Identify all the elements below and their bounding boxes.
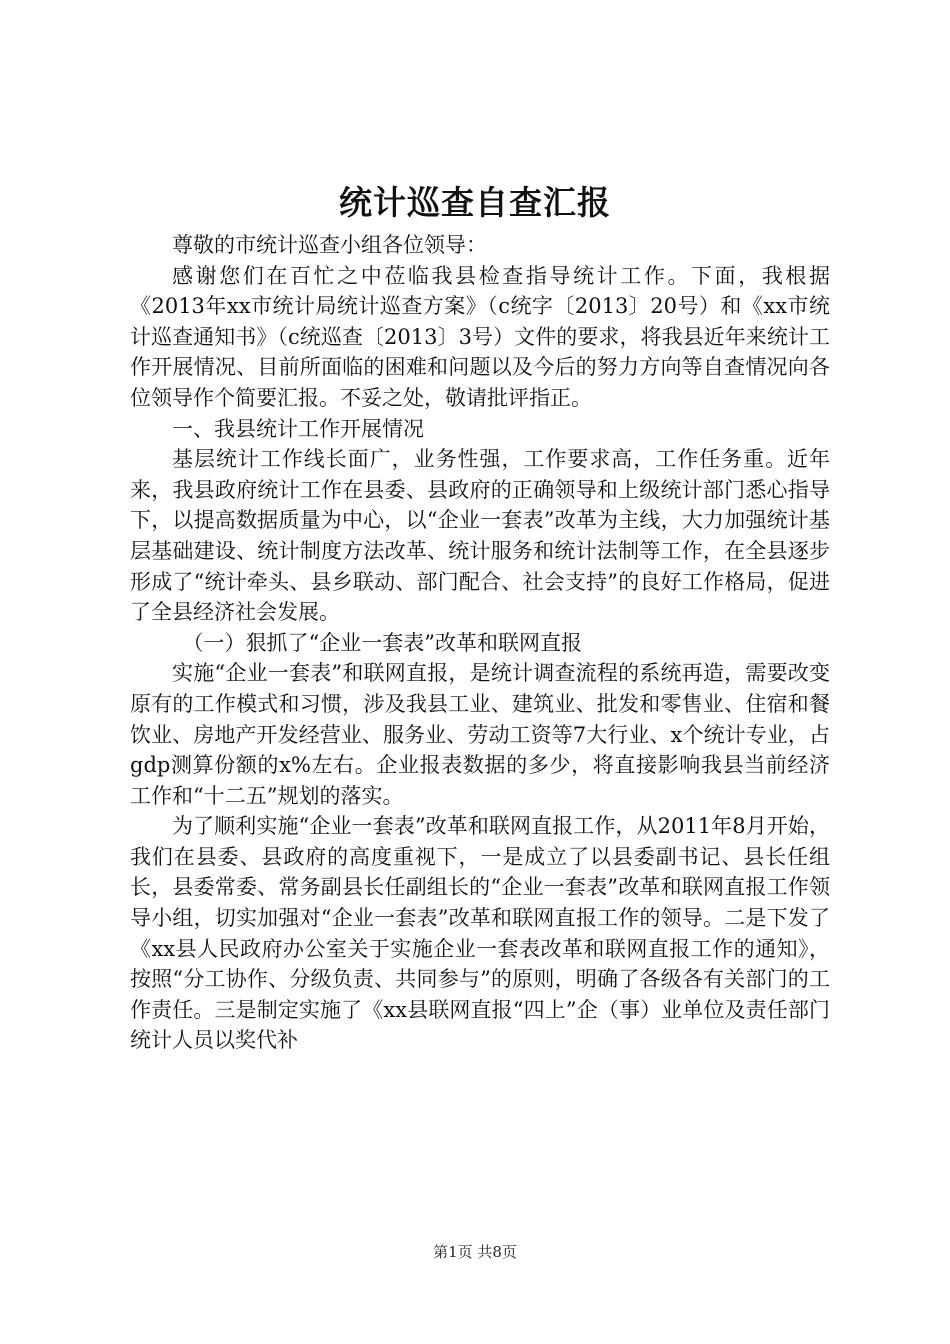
section-heading-1: 一、我县统计工作开展情况	[172, 416, 424, 441]
subsection-1-paragraph-2: 为了顺利实施“企业一套表”改革和联网直报工作，从2011年8月开始，我们在县委、县政府的高度重视下，一是成立了以县委副书记、县长任组长，县委常委、常务副县长任副组长的“企业一套表”改革和联网直报工作领导小组，切实加强对“企业一套表”改革和联网直报工作的领导。二是下发了《xx县人民政府办公室关于实施企业一套表改革和联网直报工作的通知》，按照“分工协作、分级负责、共同参与”的原则，明确了各级各有关部门的工作责任。三是制定实施了《xx县联网直报“四上”企（事）业单位及责任部门统计人员以奖代补	[130, 814, 830, 1053]
section-1-paragraph: 基层统计工作线长面广，业务性强，工作要求高，工作任务重。近年来，我县政府统计工作在县委、县政府的正确领导和上级统计部门悉心指导下，以提高数据质量为中心，以“企业一套表”改革为主线，大力加强统计基层基础建设、统计制度方法改革、统计服务和统计法制等工作，在全县逐步形成了“统计牵头、县乡联动、部门配合、社会支持”的良好工作格局，促进了全县经济社会发展。	[130, 447, 830, 625]
intro-paragraph: 感谢您们在百忙之中莅临我县检查指导统计工作。下面，我根据《2013年xx市统计局统计巡查方案》（c统字〔2013〕20号）和《xx市统计巡查通知书》（c统巡查〔2013〕3号）文件的要求，将我县近年来统计工作开展情况、目前所面临的困难和问题以及今后的努力方向等自查情况向各位领导作个简要汇报。不妥之处，敬请批评指正。	[130, 263, 830, 410]
subsection-heading-1: （一）狠抓了“企业一套表”改革和联网直报	[182, 630, 582, 655]
document-title: 统计巡查自查汇报	[339, 183, 611, 222]
page-number-footer: 第1页 共8页	[433, 1243, 517, 1261]
document-body	[130, 230, 830, 1056]
subsection-1-paragraph-1: 实施“企业一套表”和联网直报，是统计调查流程的系统再造，需要改变原有的工作模式和习惯，涉及我县工业、建筑业、批发和零售业、住宿和餐饮业、房地产开发经营业、服务业、劳动工资等7大行业、x个统计专业，占gdp测算份额的x%左右。企业报表数据的多少，将直接影响我县当前经济工作和“十二五”规划的落实。	[130, 661, 830, 808]
salutation: 尊敬的市统计巡查小组各位领导：	[172, 233, 487, 257]
